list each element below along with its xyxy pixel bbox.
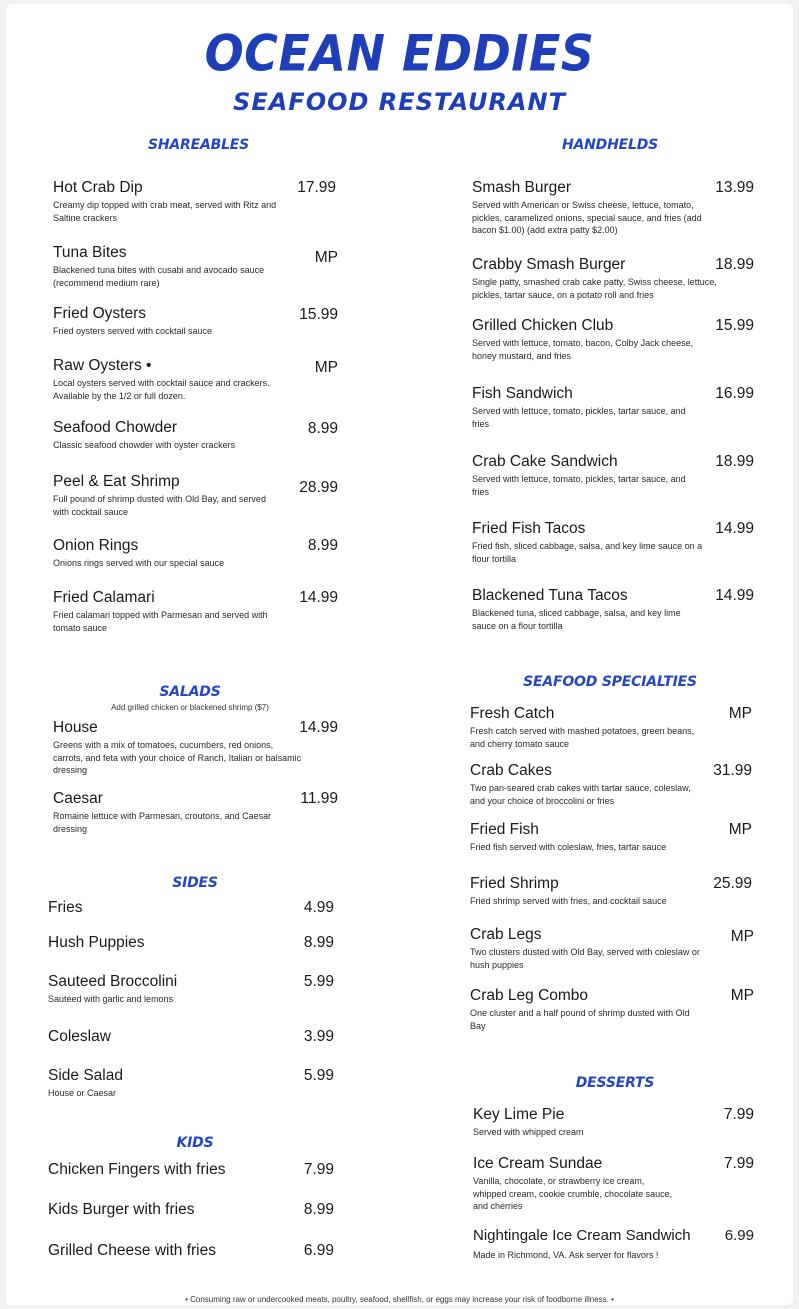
menu-item-fried-calamari <box>53 589 278 634</box>
item-name: Caesar <box>53 790 103 807</box>
menu-item-onion-rings <box>53 537 278 570</box>
item-description: Served with lettuce, tomato, pickles, tartar sauce, and fries <box>472 406 686 429</box>
menu-item-fries <box>48 899 273 917</box>
item-name: Blackened Tuna Tacos <box>472 587 628 604</box>
menu-item-grilled-chicken-club <box>472 317 697 362</box>
item-description: Made in Richmond, VA. Ask server for flavors ! <box>473 1250 659 1260</box>
menu-item-fish-sandwich <box>472 385 697 430</box>
restaurant-name: OCEAN EDDIES <box>204 23 595 83</box>
item-description: Fried fish served with coleslaw, fries, tartar sauce <box>470 842 667 852</box>
item-description: Fried fish, sliced cabbage, salsa, and key lime sauce on a flour tortilla <box>472 541 703 564</box>
item-name: Smash Burger <box>472 179 572 196</box>
item-description: Two pan-seared crab cakes with tartar sauce, coleslaw, and your choice of broccolini or fries <box>470 783 691 806</box>
menu-item-blackened-tuna-tacos <box>472 587 707 632</box>
kids-heading: KIDS <box>176 1135 214 1151</box>
item-price: 18.99 <box>715 453 754 470</box>
item-price: MP <box>730 928 754 945</box>
item-name: Fried Fish <box>470 821 539 838</box>
menu-item-fried-shrimp <box>470 875 700 908</box>
item-price: 7.99 <box>723 1155 754 1172</box>
item-price: 11.99 <box>300 790 338 807</box>
menu-item-key-lime-pie <box>473 1106 703 1139</box>
item-description: Romaine lettuce with Parmesan, croutons, and Caesar dressing <box>53 811 272 834</box>
item-description: Sautéed with garlic and lemons <box>48 994 174 1004</box>
item-name: Nightingale Ice Cream Sandwich <box>473 1227 691 1244</box>
item-name: Kids Burger with fries <box>48 1201 195 1218</box>
menu-item-side-salad <box>48 1067 273 1100</box>
item-name: Chicken Fingers with fries <box>48 1161 226 1178</box>
item-name: Ice Cream Sundae <box>473 1155 603 1172</box>
item-price: 8.99 <box>307 537 338 554</box>
menu-item-fried-fish <box>470 821 700 854</box>
menu-item-fried-fish-tacos <box>472 520 707 565</box>
item-name: Fish Sandwich <box>472 385 573 402</box>
item-description: Single patty, smashed crab cake patty, Swiss cheese, lettuce, pickles, tartar sauce, on a potato roll and fries <box>472 277 717 300</box>
item-name: Fried Oysters <box>53 305 147 322</box>
salads-note: Add grilled chicken or blackened shrimp ($7) <box>111 703 269 712</box>
item-price: MP <box>730 987 754 1004</box>
item-price: 17.99 <box>297 179 336 196</box>
item-name: Key Lime Pie <box>473 1106 565 1123</box>
item-price: 5.99 <box>303 1067 334 1084</box>
item-description: Fresh catch served with mashed potatoes, green beans, and cherry tomato sauce <box>470 726 695 749</box>
menu-item-tuna-bites <box>53 244 278 289</box>
item-price: 16.99 <box>715 385 754 402</box>
item-name: Crabby Smash Burger <box>472 256 626 273</box>
menu-item-coleslaw <box>48 1028 273 1046</box>
item-description: One cluster and a half pound of shrimp dusted with Old Bay <box>470 1008 690 1031</box>
item-description: Vanilla, chocolate, or strawberry ice cream, whipped cream, cookie crumble, chocolate sauce, and cherries <box>473 1176 673 1211</box>
menu-item-raw-oysters <box>53 357 278 402</box>
sides-heading: SIDES <box>172 875 218 891</box>
desserts-heading: DESSERTS <box>575 1075 655 1091</box>
item-name: Crab Legs <box>470 926 542 943</box>
handhelds-heading: HANDHELDS <box>562 137 658 153</box>
salads-heading: SALADS <box>159 684 221 700</box>
item-price: MP <box>314 249 338 266</box>
item-name: Hot Crab Dip <box>53 179 143 196</box>
item-price: 8.99 <box>303 934 334 951</box>
item-price: 8.99 <box>307 420 338 437</box>
item-description: Classic seafood chowder with oyster crackers <box>53 440 236 450</box>
item-price: 6.99 <box>724 1227 754 1244</box>
item-name: Fried Calamari <box>53 589 155 606</box>
item-price: MP <box>728 705 752 722</box>
item-name: Fried Fish Tacos <box>472 520 586 537</box>
item-name: Grilled Chicken Club <box>472 317 614 334</box>
item-name: Crab Cake Sandwich <box>472 453 618 470</box>
menu-item-grilled-cheese <box>48 1242 288 1260</box>
item-name: House <box>53 719 98 736</box>
menu-item-nightingale-sandwich <box>473 1227 713 1262</box>
item-description: Onions rings served with our special sauce <box>53 558 225 568</box>
item-description: Blackened tuna bites with cusabi and avocado sauce (recommend medium rare) <box>53 265 265 288</box>
item-name: Onion Rings <box>53 537 139 554</box>
menu-item-ice-cream-sundae <box>473 1155 678 1213</box>
item-price: 3.99 <box>303 1028 334 1045</box>
item-description: Served with American or Swiss cheese, lettuce, tomato, pickles, caramelized onions, special sauce, and fries (add bacon $1.00) (add extra patty $2.00) <box>472 200 702 235</box>
item-price: 4.99 <box>303 899 334 916</box>
item-price: 28.99 <box>299 479 338 496</box>
menu-item-crab-leg-combo <box>470 987 700 1032</box>
menu-item-fresh-catch <box>470 705 700 750</box>
item-price: 14.99 <box>299 719 338 736</box>
item-price: 14.99 <box>715 587 754 604</box>
menu-item-smash-burger <box>472 179 717 237</box>
menu-item-house-salad <box>53 719 303 777</box>
item-description: Greens with a mix of tomatoes, cucumbers, red onions, carrots, and feta with your choice of Ranch, Italian or balsamic dressing <box>53 740 302 775</box>
specialties-heading: SEAFOOD SPECIALTIES <box>523 674 697 690</box>
item-price: 7.99 <box>303 1161 334 1178</box>
item-price: MP <box>728 821 752 838</box>
item-price: 8.99 <box>303 1201 334 1218</box>
item-name: Crab Leg Combo <box>470 987 589 1004</box>
item-price: MP <box>314 359 338 376</box>
item-name: Side Salad <box>48 1067 123 1084</box>
menu-item-hush-puppies <box>48 934 273 952</box>
item-description: Full pound of shrimp dusted with Old Bay, and served with cocktail sauce <box>53 494 266 517</box>
item-price: 18.99 <box>715 256 754 273</box>
menu-item-seafood-chowder <box>53 419 278 452</box>
menu-item-hot-crab-dip <box>53 179 278 224</box>
item-name: Fried Shrimp <box>470 875 559 892</box>
item-name: Crab Cakes <box>470 762 552 779</box>
menu-item-kids-burger <box>48 1201 288 1219</box>
item-name: Fries <box>48 899 83 916</box>
item-description: Blackened tuna, sliced cabbage, salsa, and key lime sauce on a flour tortilla <box>472 608 681 631</box>
item-price: 14.99 <box>299 589 338 606</box>
item-description: Two clusters dusted with Old Bay, served with coleslaw or hush puppies <box>470 947 700 970</box>
item-name: Raw Oysters • <box>53 357 152 374</box>
menu-item-sauteed-broccolini <box>48 973 273 1006</box>
item-price: 6.99 <box>303 1242 334 1259</box>
item-price: 15.99 <box>299 306 338 323</box>
item-description: Local oysters served with cocktail sauce and crackers. Available by the 1/2 or full dozen. <box>53 378 270 401</box>
item-name: Fresh Catch <box>470 705 555 722</box>
item-name: Tuna Bites <box>53 244 127 261</box>
menu-item-crab-cake-sandwich <box>472 453 697 498</box>
item-description: Served with lettuce, tomato, bacon, Colby Jack cheese, honey mustard, and fries <box>472 338 694 361</box>
menu-item-chicken-fingers <box>48 1161 288 1179</box>
item-description: Fried shrimp served with fries, and cocktail sauce <box>470 896 667 906</box>
item-name: Peel & Eat Shrimp <box>53 473 180 490</box>
item-price: 13.99 <box>715 179 754 196</box>
menu-item-crab-legs <box>470 926 700 971</box>
item-description: Fried oysters served with cocktail sauce <box>53 326 213 336</box>
menu-item-crab-cakes <box>470 762 700 807</box>
item-description: Creamy dip topped with crab meat, served with Ritz and Saltine crackers <box>53 200 277 223</box>
item-name: Sauteed Broccolini <box>48 973 178 990</box>
foodborne-illness-disclaimer: • Consuming raw or undercooked meats, poultry, seafood, shellfish, or eggs may increase your risk of foodborne illness. • <box>185 1295 614 1304</box>
item-name: Grilled Cheese with fries <box>48 1242 216 1259</box>
item-name: Hush Puppies <box>48 934 145 951</box>
item-price: 15.99 <box>715 317 754 334</box>
menu-item-crabby-smash-burger <box>472 256 717 301</box>
item-price: 25.99 <box>713 875 752 892</box>
item-price: 31.99 <box>713 762 752 779</box>
item-description: Served with lettuce, tomato, pickles, tartar sauce, and fries <box>472 474 686 497</box>
item-name: Coleslaw <box>48 1028 111 1045</box>
shareables-heading: SHAREABLES <box>148 137 250 153</box>
item-name: Seafood Chowder <box>53 419 178 436</box>
item-description: House or Caesar <box>48 1088 117 1098</box>
item-description: Served with whipped cream <box>473 1127 584 1137</box>
menu-item-caesar-salad <box>53 790 273 835</box>
menu-item-peel-eat-shrimp <box>53 473 278 518</box>
item-price: 7.99 <box>723 1106 754 1123</box>
item-price: 5.99 <box>303 973 334 990</box>
item-price: 14.99 <box>715 520 754 537</box>
item-description: Fried calamari topped with Parmesan and served with tomato sauce <box>53 610 268 633</box>
restaurant-subtitle: SEAFOOD RESTAURANT <box>233 88 566 116</box>
menu-item-fried-oysters <box>53 305 278 338</box>
